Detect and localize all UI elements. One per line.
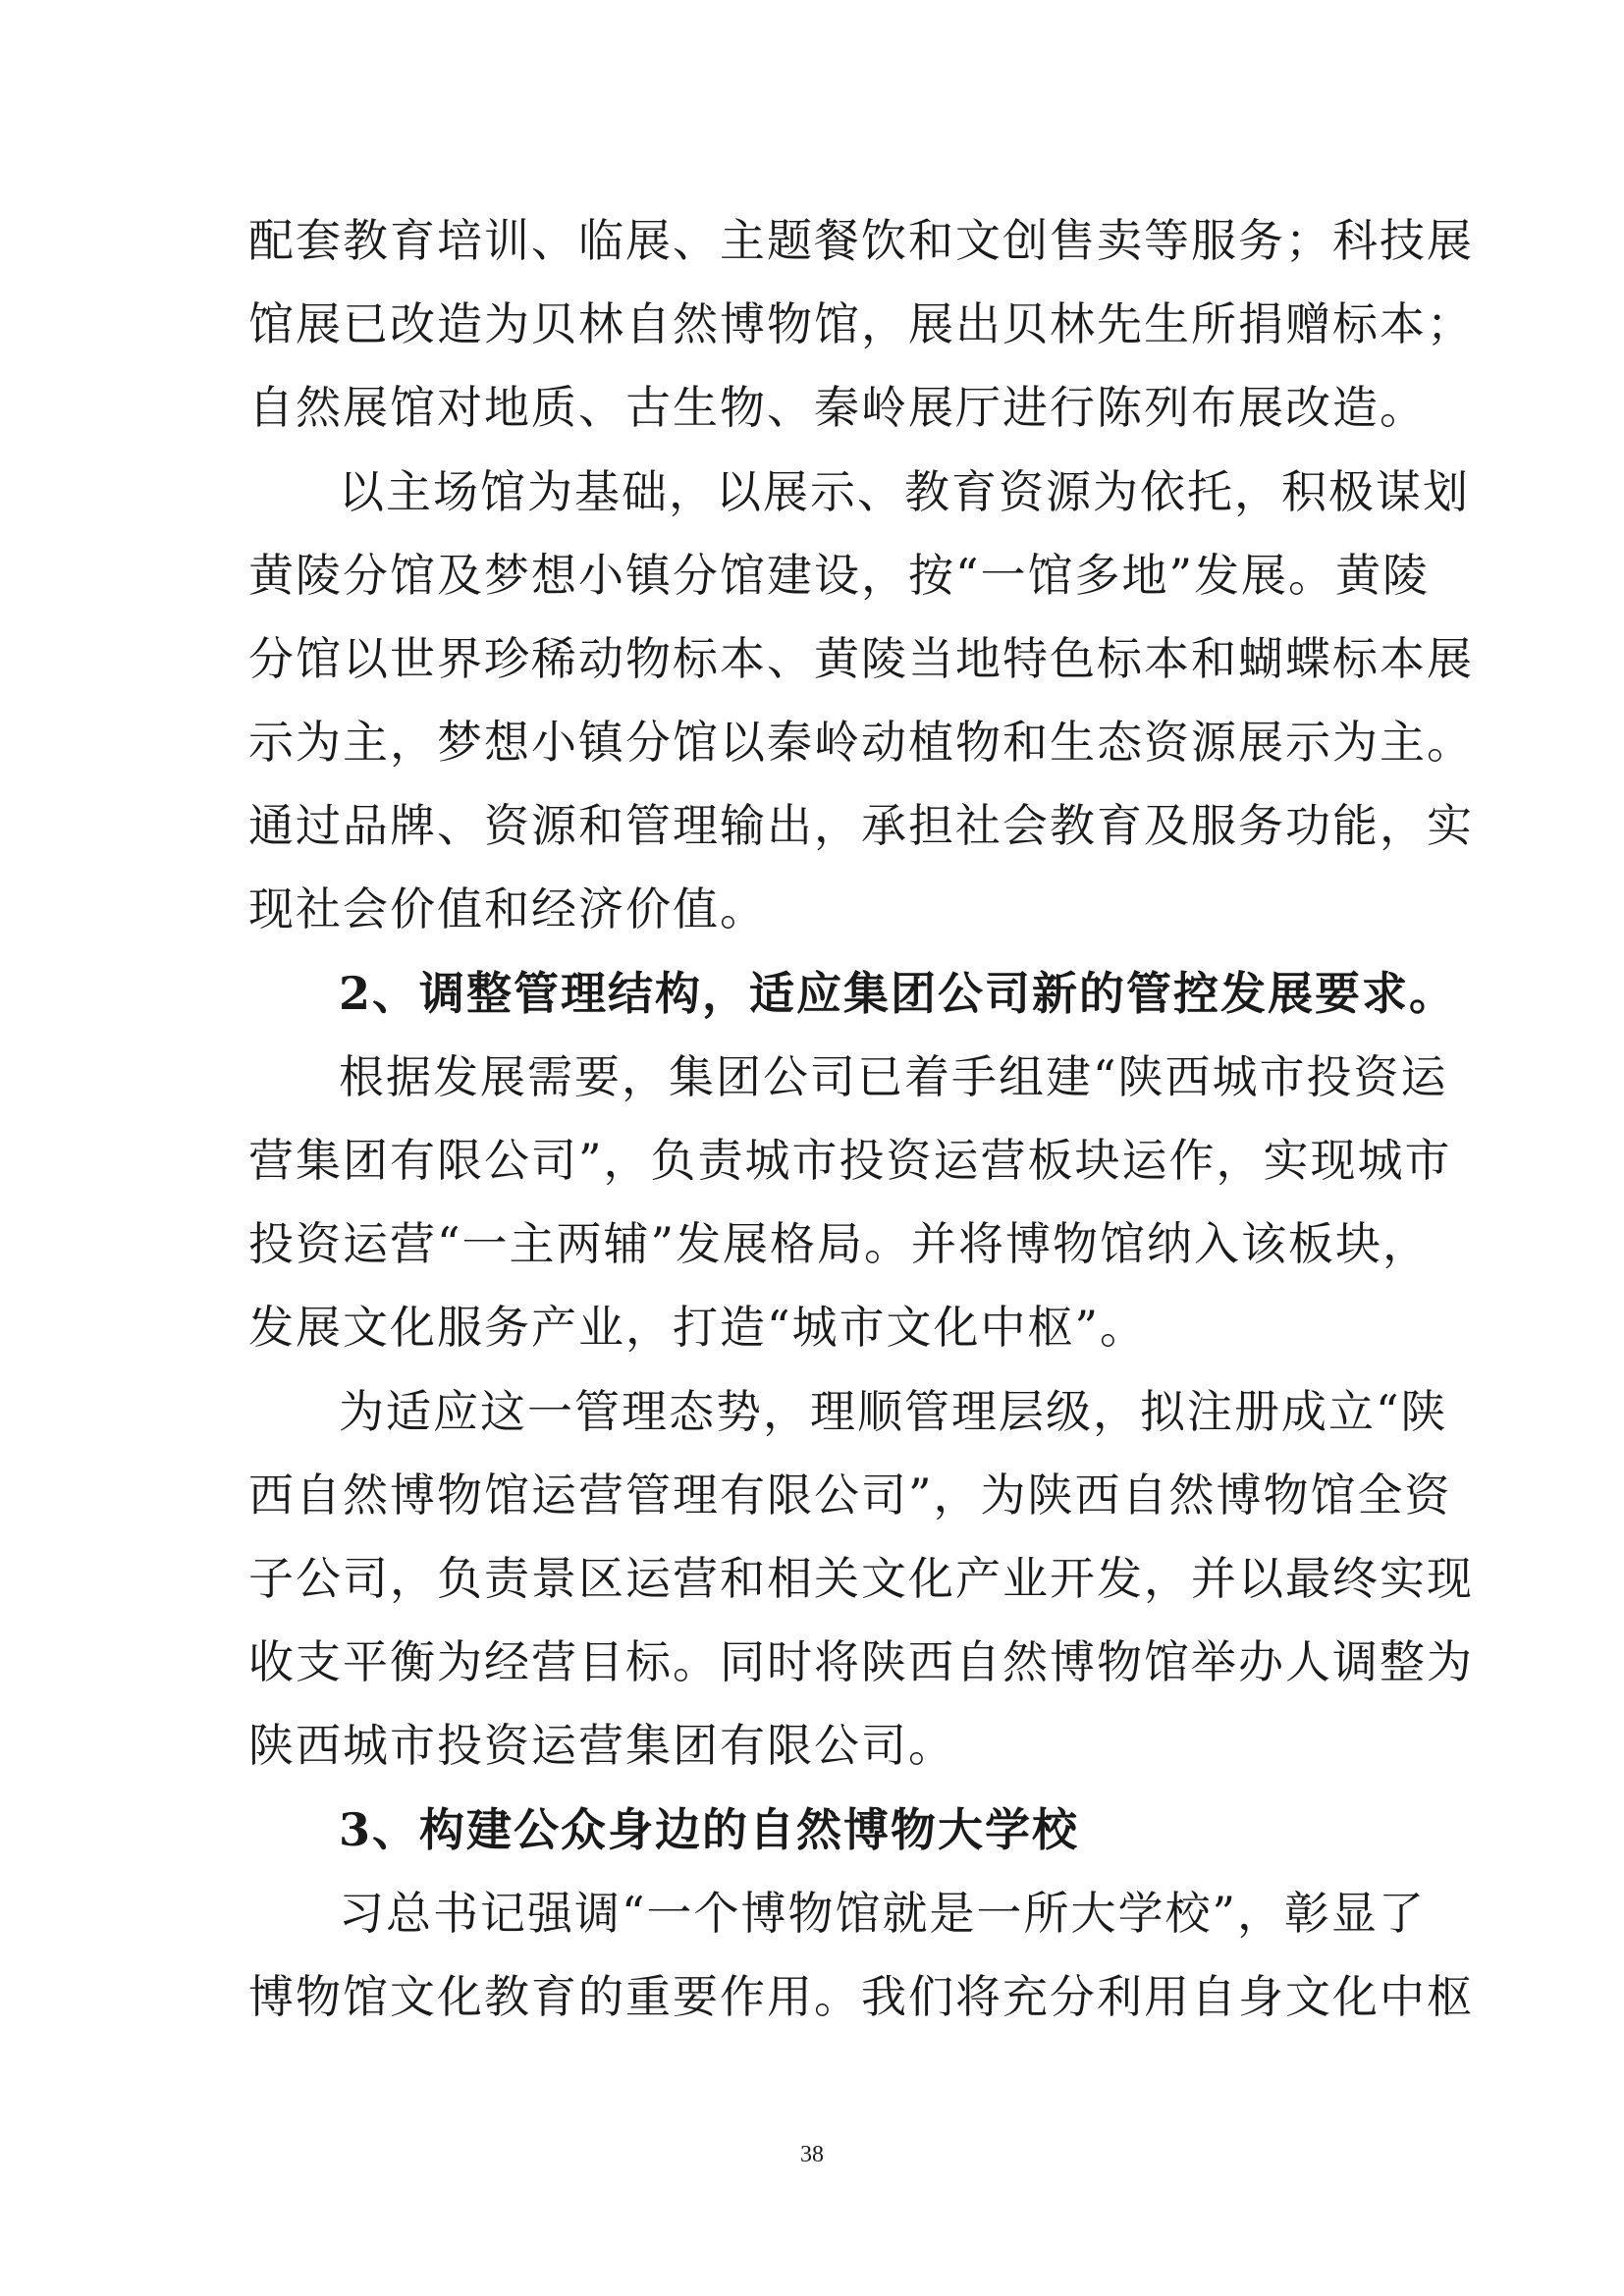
paragraph-line: 通过品牌、资源和管理输出，承担社会教育及服务功能，实 xyxy=(248,799,1474,852)
paragraph-line: 配套教育培训、临展、主题餐饮和文创售卖等服务；科技展 xyxy=(248,214,1474,267)
paragraph-line: 现社会价值和经济价值。 xyxy=(248,882,767,935)
paragraph-line: 博物馆文化教育的重要作用。我们将充分利用自身文化中枢 xyxy=(248,1970,1474,2023)
section-heading: 2、调整管理结构，适应集团公司新的管控发展要求。 xyxy=(339,967,1457,1020)
paragraph-line: 黄陵分馆及梦想小镇分馆建设，按“一馆多地”发展。黄陵 xyxy=(248,549,1431,602)
paragraph-line: 示为主，梦想小镇分馆以秦岭动植物和生态资源展示为主。 xyxy=(248,716,1474,769)
paragraph-line: 分馆以世界珍稀动物标本、黄陵当地特色标本和蝴蝶标本展 xyxy=(248,632,1474,685)
page-number: 38 xyxy=(800,2142,824,2167)
paragraph-line: 陕西城市投资运营集团有限公司。 xyxy=(248,1719,955,1772)
paragraph-line: 以主场馆为基础，以展示、教育资源为依托，积极谋划 xyxy=(339,465,1470,518)
paragraph-line: 馆展已改造为贝林自然博物馆，展出贝林先生所捐赠标本； xyxy=(248,297,1474,350)
paragraph-line: 营集团有限公司”，负责城市投资运营板块运作，实现城市 xyxy=(248,1134,1452,1187)
paragraph-line: 子公司，负责景区运营和相关文化产业开发，并以最终实现 xyxy=(248,1552,1474,1605)
paragraph-line: 西自然博物馆运营管理有限公司”，为陕西自然博物馆全资 xyxy=(248,1468,1452,1522)
section-heading: 3、构建公众身边的自然博物大学校 xyxy=(339,1803,1080,1856)
paragraph-line: 发展文化服务产业，打造“城市文化中枢”。 xyxy=(248,1301,1148,1354)
paragraph-line: 投资运营“一主两辅”发展格局。并将博物馆纳入该板块， xyxy=(248,1217,1431,1270)
paragraph-line: 根据发展需要，集团公司已着手组建“陕西城市投资运 xyxy=(339,1050,1448,1103)
paragraph-line: 自然展馆对地质、古生物、秦岭展厅进行陈列布展改造。 xyxy=(248,381,1427,434)
paragraph-line: 习总书记强调“一个博物馆就是一所大学校”，彰显了 xyxy=(339,1887,1427,1940)
paragraph-line: 为适应这一管理态势，理顺管理层级，拟注册成立“陕 xyxy=(339,1385,1448,1438)
paragraph-line: 收支平衡为经营目标。同时将陕西自然博物馆举办人调整为 xyxy=(248,1635,1474,1688)
